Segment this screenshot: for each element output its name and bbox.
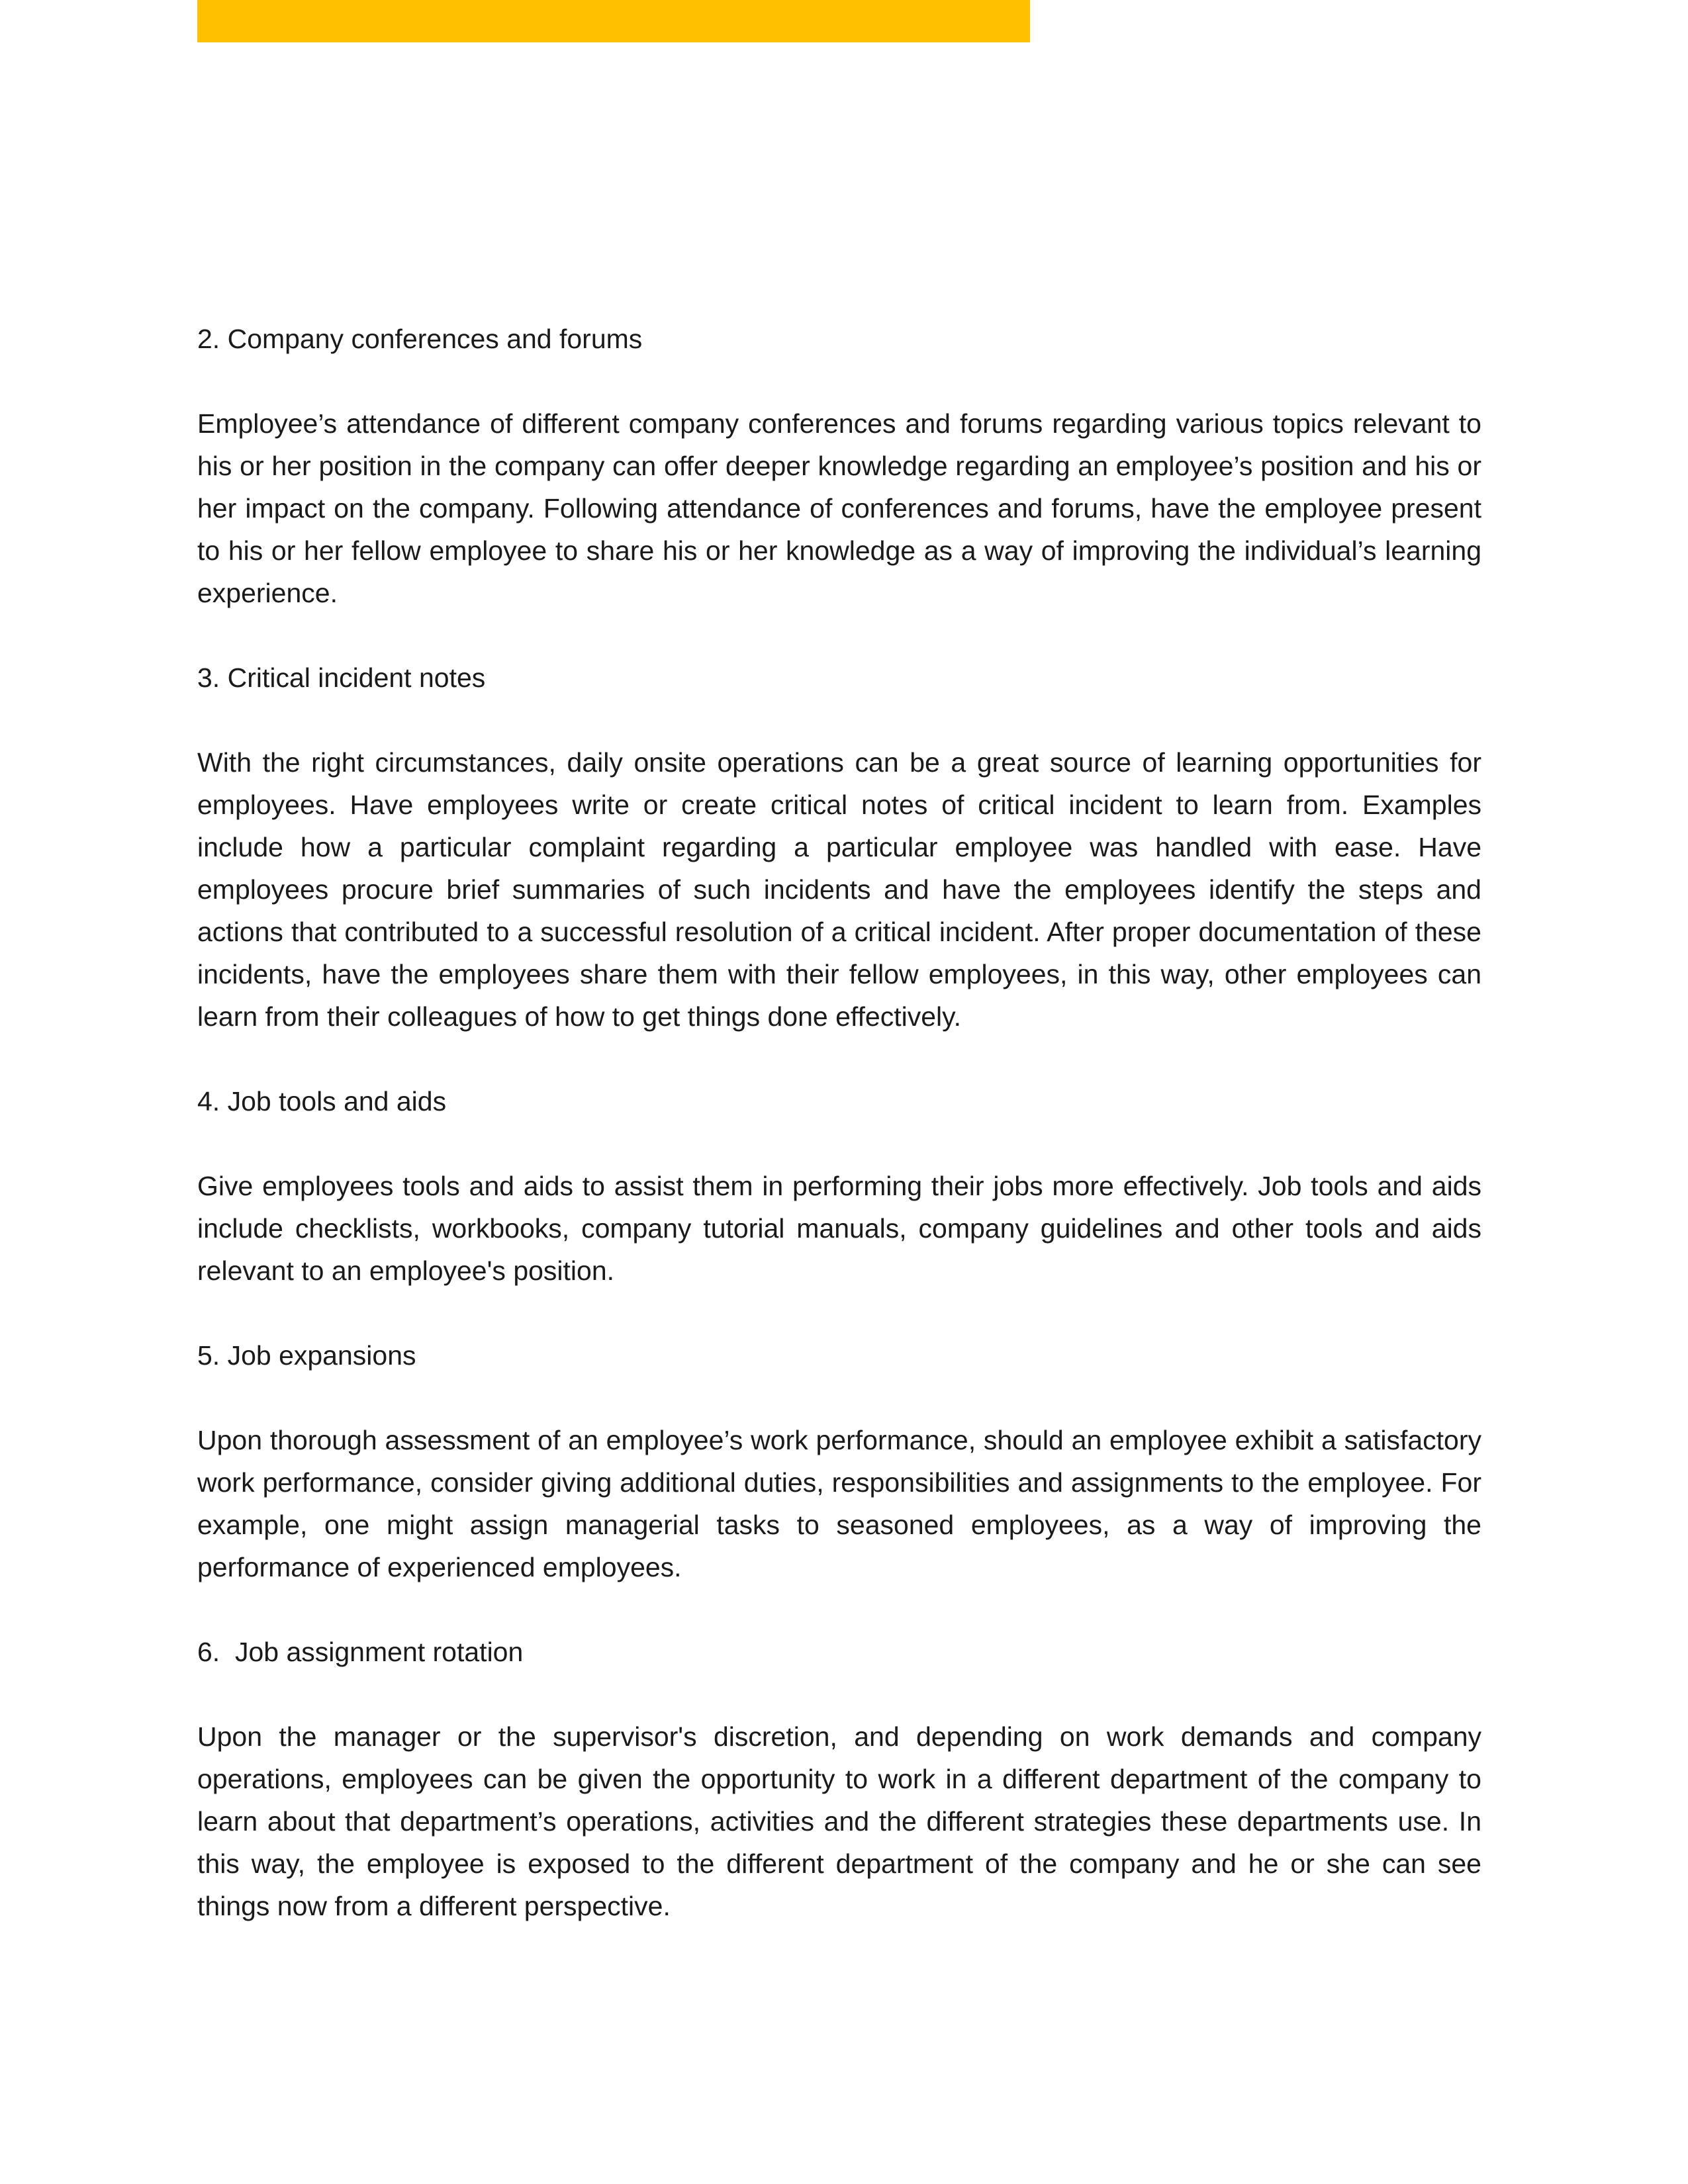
section-heading: 6. Job assignment rotation (197, 1637, 524, 1667)
section-paragraph: Upon the manager or the supervisor's discretion, and depending on work demands and company operations, employees can be given the opportunity to work in a different department of the company to learn about that department’s operations, activities and the different strategies these departments use. In this way, the employee is exposed to the different department of the company and he or she can see things now from a different perspective. (197, 1721, 1481, 1921)
section-paragraph: Give employees tools and aids to assist them in performing their jobs more effectively. Job tools and aids include checklists, workbooks, company tutorial manuals, company guidelines and other tools and aids relevant to an employee's position. (197, 1171, 1481, 1286)
section-job-assignment-rotation (197, 1631, 1481, 1927)
section-job-tools-and-aids (197, 1080, 1481, 1292)
section-heading: 4. Job tools and aids (197, 1086, 447, 1116)
header-accent-bar (197, 0, 1030, 42)
section-paragraph: With the right circumstances, daily onsite operations can be a great source of learning opportunities for employees. Have employees write or create critical notes of critical incident to learn from. Examples include how a particular complaint regarding a particular employee was handled with ease. Have employees procure brief summaries of such incidents and have the employees identify the steps and actions that contributed to a successful resolution of a critical incident. After proper documentation of these incidents, have the employees share them with their fellow employees, in this way, other employees can learn from their colleagues of how to get things done effectively. (197, 747, 1481, 1032)
section-critical-incident-notes (197, 657, 1481, 1038)
section-job-expansions (197, 1334, 1481, 1588)
section-heading: 2. Company conferences and forums (197, 324, 643, 354)
section-heading: 5. Job expansions (197, 1340, 416, 1371)
section-paragraph: Upon thorough assessment of an employee’s work performance, should an employee exhibit a satisfactory work performance, consider giving additional duties, responsibilities and assignments to the employee. For example, one might assign managerial tasks to seasoned employees, as a way of improving the performance of experienced employees. (197, 1425, 1481, 1582)
section-company-conferences (197, 318, 1481, 614)
document-content (197, 318, 1481, 1927)
section-heading: 3. Critical incident notes (197, 662, 486, 693)
section-paragraph: Employee’s attendance of different company conferences and forums regarding various topics relevant to his or her position in the company can offer deeper knowledge regarding an employee’s position and his or her impact on the company. Following attendance of conferences and forums, have the employee present to his or her fellow employee to share his or her knowledge as a way of improving the individual’s learning experience. (197, 408, 1481, 608)
